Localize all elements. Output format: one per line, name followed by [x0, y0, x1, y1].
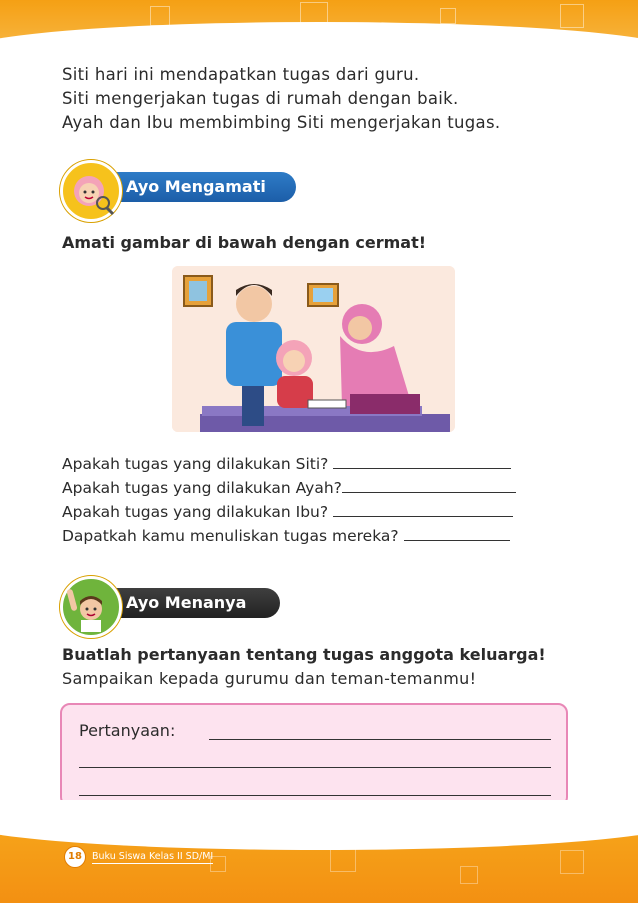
question-row: [62, 476, 516, 500]
intro-line: Ayah dan Ibu membimbing Siti mengerjakan tugas.: [62, 113, 501, 132]
question-row: [62, 452, 516, 476]
page-number: 18: [64, 846, 86, 868]
boy-raising-hand-icon: [60, 576, 122, 638]
question-answer-box: [60, 703, 568, 807]
question-list: [62, 452, 516, 548]
book-title: Buku Siswa Kelas II SD/MI: [92, 850, 214, 862]
question-text: Apakah tugas yang dilakukan Ibu?: [62, 503, 329, 521]
bottom-footer-curve: [0, 800, 638, 850]
question-text: Apakah tugas yang dilakukan Siti?: [62, 455, 329, 473]
answer-line[interactable]: [209, 739, 551, 740]
answer-line[interactable]: [333, 452, 511, 469]
question-row: [62, 500, 516, 524]
ask-instruction-bold: Buatlah pertanyaan tentang tugas anggota keluarga!: [62, 645, 546, 664]
ask-instruction: Sampaikan kepada gurumu dan teman-temanmu!: [62, 669, 477, 688]
observe-instruction: Amati gambar di bawah dengan cermat!: [62, 233, 427, 252]
girl-magnifier-icon: [60, 160, 122, 222]
section-title-observe: Ayo Mengamati: [92, 172, 296, 202]
answer-line[interactable]: [342, 476, 516, 493]
family-homework-illustration: [172, 266, 455, 432]
question-row: [62, 524, 516, 548]
question-text: Dapatkah kamu menuliskan tugas mereka?: [62, 527, 399, 545]
section-badge-observe: [60, 164, 300, 210]
answer-line[interactable]: [404, 524, 510, 541]
section-title-ask: Ayo Menanya: [92, 588, 280, 618]
answer-line[interactable]: [79, 767, 551, 768]
answer-line[interactable]: [333, 500, 513, 517]
intro-line: Siti hari ini mendapatkan tugas dari guru.: [62, 65, 420, 84]
intro-paragraph: [62, 63, 500, 135]
intro-line: Siti mengerjakan tugas di rumah dengan baik.: [62, 89, 459, 108]
page-footer: [64, 846, 213, 868]
answer-box-label: Pertanyaan:: [79, 721, 176, 740]
question-text: Apakah tugas yang dilakukan Ayah?: [62, 479, 342, 497]
answer-line[interactable]: [79, 795, 551, 796]
section-badge-ask: [60, 580, 285, 626]
